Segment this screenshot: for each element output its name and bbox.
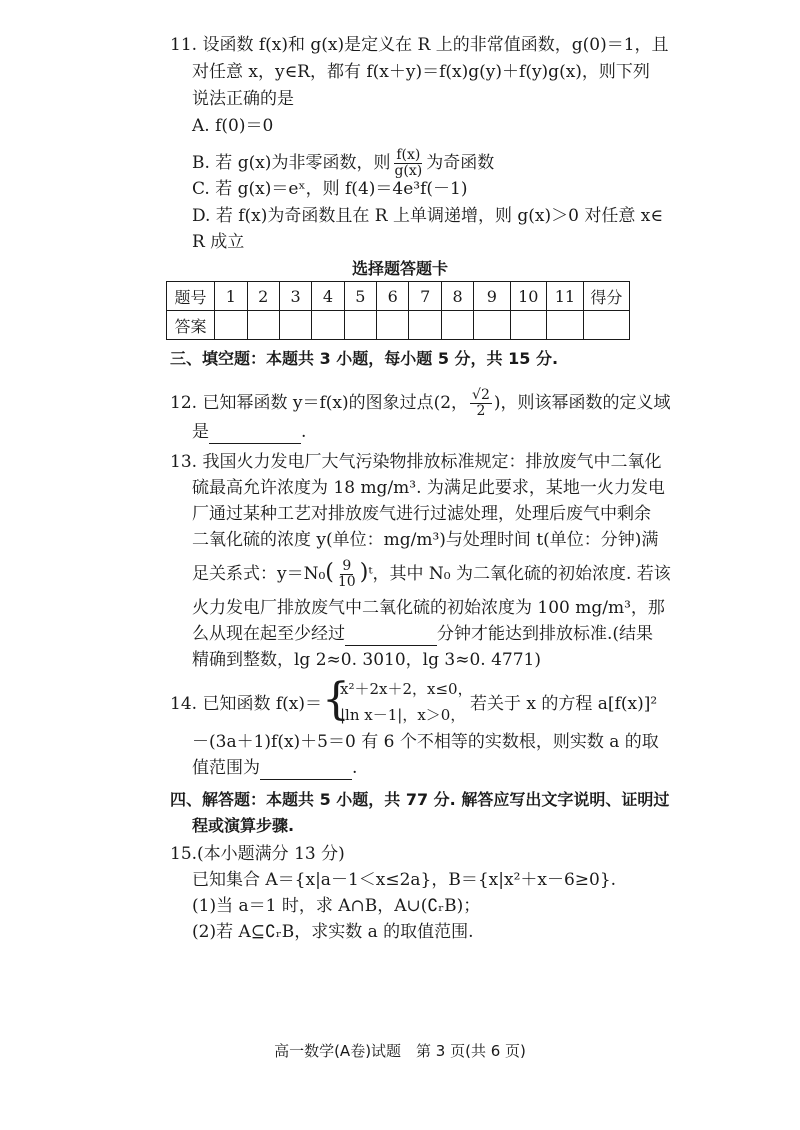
answer-card-number-3: 3: [279, 282, 311, 311]
q14-line-3: [192, 756, 357, 780]
answer-card-title: 选择题答题卡: [351, 259, 448, 278]
q14-answer-blank[interactable]: [260, 761, 352, 780]
answer-card-number-9: 9: [474, 282, 510, 311]
q12-line-2: [192, 420, 306, 444]
answer-cell[interactable]: [474, 311, 510, 340]
answer-card-table: [166, 281, 630, 340]
q14-piecewise-brace: {: [322, 674, 350, 725]
q13-fraction-denominator: 10: [337, 574, 356, 590]
q15-stem: 已知集合 A＝{x|a－1＜x≤2a}，B＝{x|x²＋x－6≥0}.: [192, 870, 617, 890]
answer-card-answer-row: [167, 311, 630, 340]
q11-stem-line-3: 说法正确的是: [192, 89, 294, 109]
answer-card-row-label-number: 题号: [167, 282, 215, 311]
answer-cell[interactable]: [344, 311, 376, 340]
q13-line-1: 13. 我国火力发电厂大气污染物排放标准规定：排放废气中二氧化: [170, 452, 662, 472]
q14-line-1-post: 若关于 x 的方程 a[f(x)]²: [470, 694, 658, 714]
q13-line-5: [192, 556, 671, 591]
q13-line-5-post: ᵗ，其中 N₀ 为二氧化硫的初始浓度. 若该: [368, 564, 671, 584]
q13-line-7-post: 分钟才能达到排放标准.(结果: [437, 624, 654, 644]
q11-stem-line-2: 对任意 x，y∈R，都有 f(x＋y)＝f(x)g(y)＋f(y)g(x)，则下列: [192, 62, 650, 82]
score-cell[interactable]: [583, 311, 629, 340]
page-footer: 高一数学(A卷)试题 第 3 页(共 6 页): [274, 1042, 526, 1060]
section-4-heading-line-2: 程或演算步骤.: [192, 816, 295, 835]
q11-option-b: [192, 148, 494, 179]
q14-case-2: |ln x－1|，x＞0，: [340, 706, 466, 724]
answer-card-number-4: 4: [312, 282, 344, 311]
answer-card-number-1: 1: [215, 282, 247, 311]
q11-option-c: C. 若 g(x)＝eˣ，则 f(4)＝4e³f(－1): [192, 179, 468, 199]
q13-fraction-numerator: 9: [342, 558, 352, 574]
q13-paren-close: ): [359, 560, 369, 585]
answer-card-number-11: 11: [547, 282, 584, 311]
q13-line-7-pre: 么从现在起至少经过: [192, 624, 345, 644]
q11-option-b-numerator: f(x): [396, 147, 421, 163]
q11-option-d-line-1: D. 若 f(x)为奇函数且在 R 上单调递增，则 g(x)＞0 对任意 x∈: [192, 206, 663, 226]
q11-option-a: A. f(0)＝0: [192, 116, 274, 136]
answer-cell[interactable]: [409, 311, 441, 340]
answer-cell[interactable]: [312, 311, 344, 340]
q14-line-1-pre: 14. 已知函数 f(x)＝: [170, 694, 322, 714]
section-4-heading-line-1: 四、解答题：本题共 5 小题，共 77 分. 解答应写出文字说明、证明过: [170, 790, 670, 809]
q11-option-b-denominator: g(x): [394, 163, 423, 179]
q12-fraction-numerator: √2: [472, 387, 490, 403]
q13-line-5-pre: 足关系式：y＝N₀: [192, 564, 326, 584]
answer-cell[interactable]: [547, 311, 584, 340]
q13-fraction: [336, 559, 358, 590]
q11-option-b-fraction: [392, 148, 424, 179]
q15-part-1: (1)当 a＝1 时，求 A∩B，A∪(∁ᵣB)；: [192, 896, 481, 916]
q12-line-2-post: .: [301, 422, 307, 442]
q12-line-2-pre: 是: [192, 422, 209, 442]
q14-line-3-pre: 值范围为: [192, 758, 260, 778]
q13-paren-open: (: [325, 560, 334, 585]
answer-card-row-label-answer: 答案: [167, 311, 215, 340]
answer-cell[interactable]: [215, 311, 247, 340]
q14-line-2: －(3a＋1)f(x)＋5＝0 有 6 个不相等的实数根，则实数 a 的取: [192, 732, 659, 752]
answer-card-number-2: 2: [247, 282, 279, 311]
answer-card-number-8: 8: [441, 282, 473, 311]
q12-fraction-denominator: 2: [476, 403, 486, 419]
q11-option-b-post: 为奇函数: [426, 153, 495, 173]
section-3-heading: 三、填空题：本题共 3 小题，每小题 5 分，共 15 分.: [170, 349, 559, 368]
answer-cell[interactable]: [279, 311, 311, 340]
q12-point-open: (2，: [433, 393, 469, 413]
answer-cell[interactable]: [377, 311, 409, 340]
q12-line-1-pre: 12. 已知幂函数 y＝f(x)的图象过点: [170, 393, 434, 413]
q11-option-b-pre: B. 若 g(x)为非零函数，则: [192, 153, 391, 173]
answer-card-number-row: [167, 282, 630, 311]
q12-line-1: [170, 386, 671, 420]
q14-case-1: x²＋2x＋2，x≤0，: [340, 680, 473, 698]
q15-part-2: (2)若 A⊆∁ᵣB，求实数 a 的取值范围.: [192, 922, 474, 942]
q13-line-4: 二氧化硫的浓度 y(单位：mg/m³)与处理时间 t(单位：分钟)满: [192, 530, 659, 550]
q13-line-3: 厂通过某种工艺对排放废气进行过滤处理，处理后废气中剩余: [192, 504, 651, 524]
q12-point-fraction: [470, 388, 492, 419]
q13-answer-blank[interactable]: [345, 627, 437, 646]
q13-line-2: 硫最高允许浓度为 18 mg/m³. 为满足此要求，某地一火力发电: [192, 478, 665, 498]
answer-card-number-7: 7: [409, 282, 441, 311]
q11-option-d-line-2: R 成立: [192, 232, 245, 252]
q13-line-6: 火力发电厂排放废气中二氧化硫的初始浓度为 100 mg/m³，那: [192, 598, 665, 618]
answer-card-number-10: 10: [510, 282, 547, 311]
q13-line-7: [192, 622, 653, 646]
q13-line-8: 精确到整数，lg 2≈0. 3010，lg 3≈0. 4771): [192, 650, 541, 670]
answer-card-number-5: 5: [344, 282, 376, 311]
q15-title: 15.(本小题满分 13 分): [170, 844, 345, 864]
q12-point-close: ): [493, 393, 501, 413]
q12-answer-blank[interactable]: [209, 425, 301, 444]
answer-card-score-label: 得分: [583, 282, 629, 311]
answer-cell[interactable]: [247, 311, 279, 340]
q11-stem-line-1: 11. 设函数 f(x)和 g(x)是定义在 R 上的非常值函数，g(0)＝1，且: [170, 35, 669, 55]
q12-line-1-post: ，则该幂函数的定义域: [500, 393, 671, 413]
answer-cell[interactable]: [510, 311, 547, 340]
q14-line-3-post: .: [352, 758, 358, 778]
answer-cell[interactable]: [441, 311, 473, 340]
answer-card-number-6: 6: [377, 282, 409, 311]
